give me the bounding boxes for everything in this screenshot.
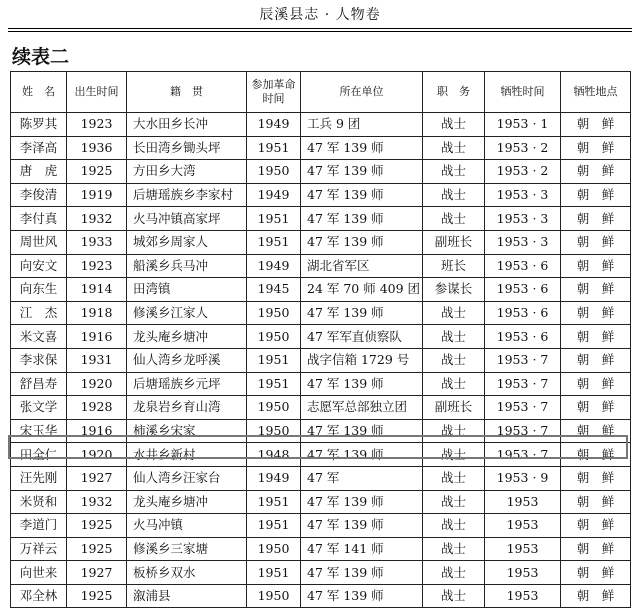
cell-birth-year: 1925: [67, 584, 127, 608]
cell-unit: 47 军 139 师: [301, 443, 423, 467]
table-row: [11, 443, 631, 467]
cell-position: 副班长: [423, 230, 485, 254]
cell-position: 战士: [423, 561, 485, 585]
cell-death-place: 朝 鲜: [561, 372, 631, 396]
cell-birth-year: 1936: [67, 136, 127, 160]
cell-native-place: 仙人湾乡汪家台: [127, 466, 247, 490]
cell-death-date: 1953 · 6: [485, 254, 561, 278]
cell-birth-year: 1933: [67, 230, 127, 254]
table-row: [11, 278, 631, 302]
cell-join-year: 1951: [247, 514, 301, 538]
cell-unit: 湖北省军区: [301, 254, 423, 278]
cell-death-date: 1953 · 3: [485, 183, 561, 207]
column-header: 职 务: [423, 72, 485, 113]
cell-position: 战士: [423, 372, 485, 396]
cell-native-place: 龙头庵乡塘冲: [127, 325, 247, 349]
cell-join-year: 1945: [247, 278, 301, 302]
cell-native-place: 长田湾乡锄头坪: [127, 136, 247, 160]
cell-name: 舒昌寿: [11, 372, 67, 396]
cell-unit: 志愿军总部独立团: [301, 396, 423, 420]
cell-unit: 47 军 139 师: [301, 183, 423, 207]
cell-position: 战士: [423, 207, 485, 231]
cell-name: 邓全林: [11, 584, 67, 608]
cell-unit: 47 军 139 师: [301, 561, 423, 585]
cell-death-place: 朝 鲜: [561, 136, 631, 160]
table-row: [11, 419, 631, 443]
cell-death-place: 朝 鲜: [561, 466, 631, 490]
cell-native-place: 龙头庵乡塘冲: [127, 490, 247, 514]
cell-unit: 47 军 139 师: [301, 207, 423, 231]
cell-join-year: 1950: [247, 325, 301, 349]
cell-join-year: 1951: [247, 372, 301, 396]
cell-death-date: 1953: [485, 490, 561, 514]
cell-unit: 24 军 70 师 409 团: [301, 278, 423, 302]
cell-unit: 47 军 139 师: [301, 490, 423, 514]
cell-position: 战士: [423, 466, 485, 490]
cell-name: 唐 虎: [11, 160, 67, 184]
cell-join-year: 1951: [247, 490, 301, 514]
table-row: [11, 561, 631, 585]
cell-join-year: 1950: [247, 160, 301, 184]
cell-join-year: 1950: [247, 537, 301, 561]
table-body: [11, 113, 631, 608]
table-row: [11, 372, 631, 396]
cell-unit: 战字信箱 1729 号: [301, 348, 423, 372]
cell-unit: 47 军 141 师: [301, 537, 423, 561]
cell-death-date: 1953 · 3: [485, 230, 561, 254]
cell-name: 向世来: [11, 561, 67, 585]
cell-death-date: 1953 · 2: [485, 136, 561, 160]
cell-death-date: 1953 · 1: [485, 113, 561, 137]
cell-birth-year: 1932: [67, 490, 127, 514]
column-header: 参加革命时间: [247, 72, 301, 113]
column-header: 牺牲地点: [561, 72, 631, 113]
table-header-row: [11, 72, 631, 113]
cell-position: 战士: [423, 183, 485, 207]
cell-name: 向东生: [11, 278, 67, 302]
cell-unit: 47 军 139 师: [301, 301, 423, 325]
cell-death-place: 朝 鲜: [561, 348, 631, 372]
cell-native-place: 大水田乡长冲: [127, 113, 247, 137]
cell-birth-year: 1916: [67, 325, 127, 349]
cell-name: 李道门: [11, 514, 67, 538]
cell-death-place: 朝 鲜: [561, 325, 631, 349]
cell-death-place: 朝 鲜: [561, 301, 631, 325]
table-row: [11, 348, 631, 372]
table-row: [11, 136, 631, 160]
cell-name: 向安文: [11, 254, 67, 278]
cell-unit: 47 军: [301, 466, 423, 490]
column-header: 姓 名: [11, 72, 67, 113]
cell-join-year: 1949: [247, 113, 301, 137]
cell-birth-year: 1928: [67, 396, 127, 420]
cell-position: 战士: [423, 490, 485, 514]
cell-birth-year: 1923: [67, 113, 127, 137]
cell-death-place: 朝 鲜: [561, 113, 631, 137]
cell-birth-year: 1925: [67, 160, 127, 184]
cell-join-year: 1951: [247, 348, 301, 372]
cell-native-place: 修溪乡三家塘: [127, 537, 247, 561]
cell-position: 参谋长: [423, 278, 485, 302]
cell-name: 张文学: [11, 396, 67, 420]
cell-name: 李泽高: [11, 136, 67, 160]
cell-death-date: 1953: [485, 584, 561, 608]
header-rule-double: [8, 31, 632, 32]
running-header: 辰溪县志 · 人物卷: [259, 7, 381, 23]
cell-position: 班长: [423, 254, 485, 278]
cell-death-date: 1953 · 7: [485, 372, 561, 396]
table-row: [11, 584, 631, 608]
cell-name: 田全仁: [11, 443, 67, 467]
table-row: [11, 230, 631, 254]
cell-join-year: 1951: [247, 207, 301, 231]
column-header: 牺牲时间: [485, 72, 561, 113]
cell-birth-year: 1923: [67, 254, 127, 278]
cell-death-place: 朝 鲜: [561, 396, 631, 420]
cell-position: 战士: [423, 301, 485, 325]
cell-death-place: 朝 鲜: [561, 584, 631, 608]
cell-position: 战士: [423, 325, 485, 349]
cell-native-place: 后塘瑶族乡李家村: [127, 183, 247, 207]
table-row: [11, 254, 631, 278]
cell-unit: 工兵 9 团: [301, 113, 423, 137]
cell-position: 战士: [423, 348, 485, 372]
cell-name: 李俊清: [11, 183, 67, 207]
cell-name: 陈罗其: [11, 113, 67, 137]
cell-death-date: 1953 · 3: [485, 207, 561, 231]
cell-death-place: 朝 鲜: [561, 254, 631, 278]
cell-death-date: 1953 · 6: [485, 301, 561, 325]
cell-unit: 47 军 139 师: [301, 136, 423, 160]
cell-death-date: 1953: [485, 561, 561, 585]
table-row: [11, 325, 631, 349]
cell-death-place: 朝 鲜: [561, 443, 631, 467]
cell-name: 万祥云: [11, 537, 67, 561]
cell-death-place: 朝 鲜: [561, 490, 631, 514]
cell-death-place: 朝 鲜: [561, 419, 631, 443]
table-row: [11, 183, 631, 207]
cell-death-date: 1953 · 6: [485, 325, 561, 349]
cell-join-year: 1950: [247, 301, 301, 325]
cell-death-place: 朝 鲜: [561, 160, 631, 184]
cell-death-place: 朝 鲜: [561, 561, 631, 585]
cell-birth-year: 1925: [67, 537, 127, 561]
cell-native-place: 船溪乡兵马冲: [127, 254, 247, 278]
cell-native-place: 后塘瑶族乡元坪: [127, 372, 247, 396]
cell-position: 战士: [423, 537, 485, 561]
cell-native-place: 柿溪乡宋家: [127, 419, 247, 443]
cell-death-date: 1953 · 7: [485, 443, 561, 467]
cell-join-year: 1949: [247, 183, 301, 207]
column-header: 出生时间: [67, 72, 127, 113]
header-rule: [8, 28, 632, 29]
cell-join-year: 1951: [247, 136, 301, 160]
cell-birth-year: 1927: [67, 466, 127, 490]
cell-name: 汪先刚: [11, 466, 67, 490]
cell-name: 周世风: [11, 230, 67, 254]
cell-native-place: 方田乡大湾: [127, 160, 247, 184]
table-row: [11, 537, 631, 561]
cell-birth-year: 1925: [67, 514, 127, 538]
cell-death-date: 1953: [485, 514, 561, 538]
cell-name: 李求保: [11, 348, 67, 372]
cell-name: 李付真: [11, 207, 67, 231]
cell-birth-year: 1927: [67, 561, 127, 585]
table-row: [11, 160, 631, 184]
table-row: [11, 301, 631, 325]
cell-join-year: 1951: [247, 230, 301, 254]
cell-join-year: 1950: [247, 419, 301, 443]
cell-position: 战士: [423, 514, 485, 538]
cell-unit: 47 军军直侦察队: [301, 325, 423, 349]
cell-death-date: 1953 · 7: [485, 348, 561, 372]
cell-death-place: 朝 鲜: [561, 537, 631, 561]
cell-native-place: 修溪乡江家人: [127, 301, 247, 325]
cell-unit: 47 军 139 师: [301, 160, 423, 184]
cell-join-year: 1950: [247, 396, 301, 420]
cell-native-place: 仙人湾乡龙呼溪: [127, 348, 247, 372]
cell-death-place: 朝 鲜: [561, 230, 631, 254]
cell-birth-year: 1931: [67, 348, 127, 372]
cell-position: 战士: [423, 113, 485, 137]
cell-native-place: 龙泉岩乡育山湾: [127, 396, 247, 420]
cell-native-place: 火马冲镇高家坪: [127, 207, 247, 231]
cell-death-place: 朝 鲜: [561, 183, 631, 207]
cell-birth-year: 1916: [67, 419, 127, 443]
cell-name: 米文喜: [11, 325, 67, 349]
cell-native-place: 田湾镇: [127, 278, 247, 302]
cell-birth-year: 1920: [67, 372, 127, 396]
cell-native-place: 城郊乡周家人: [127, 230, 247, 254]
cell-death-place: 朝 鲜: [561, 514, 631, 538]
cell-name: 米贤和: [11, 490, 67, 514]
cell-unit: 47 军 139 师: [301, 372, 423, 396]
cell-position: 战士: [423, 419, 485, 443]
table-row: [11, 514, 631, 538]
cell-birth-year: 1920: [67, 443, 127, 467]
cell-position: 战士: [423, 160, 485, 184]
cell-native-place: 板桥乡双水: [127, 561, 247, 585]
cell-join-year: 1951: [247, 561, 301, 585]
cell-unit: 47 军 139 师: [301, 419, 423, 443]
cell-birth-year: 1914: [67, 278, 127, 302]
cell-join-year: 1949: [247, 254, 301, 278]
cell-death-date: 1953 · 2: [485, 160, 561, 184]
cell-death-date: 1953 · 7: [485, 396, 561, 420]
table-row: [11, 207, 631, 231]
cell-birth-year: 1932: [67, 207, 127, 231]
cell-death-date: 1953 · 6: [485, 278, 561, 302]
cell-death-date: 1953 · 9: [485, 466, 561, 490]
cell-join-year: 1948: [247, 443, 301, 467]
cell-position: 战士: [423, 443, 485, 467]
column-header: 籍 贯: [127, 72, 247, 113]
cell-death-date: 1953: [485, 537, 561, 561]
table-row: [11, 396, 631, 420]
martyrs-table: [10, 71, 631, 608]
cell-death-date: 1953 · 7: [485, 419, 561, 443]
cell-death-place: 朝 鲜: [561, 278, 631, 302]
table-row: [11, 113, 631, 137]
cell-birth-year: 1919: [67, 183, 127, 207]
cell-position: 副班长: [423, 396, 485, 420]
cell-native-place: 溆浦县: [127, 584, 247, 608]
cell-death-place: 朝 鲜: [561, 207, 631, 231]
cell-name: 宋玉华: [11, 419, 67, 443]
cell-position: 战士: [423, 584, 485, 608]
cell-join-year: 1949: [247, 466, 301, 490]
cell-position: 战士: [423, 136, 485, 160]
cell-name: 江 杰: [11, 301, 67, 325]
table-row: [11, 490, 631, 514]
cell-unit: 47 军 139 师: [301, 584, 423, 608]
table-title: 续表二: [12, 46, 70, 68]
table-row: [11, 466, 631, 490]
cell-native-place: 水井乡新村: [127, 443, 247, 467]
cell-join-year: 1950: [247, 584, 301, 608]
column-header: 所在单位: [301, 72, 423, 113]
cell-unit: 47 军 139 师: [301, 230, 423, 254]
cell-birth-year: 1918: [67, 301, 127, 325]
cell-native-place: 火马冲镇: [127, 514, 247, 538]
cell-unit: 47 军 139 师: [301, 514, 423, 538]
